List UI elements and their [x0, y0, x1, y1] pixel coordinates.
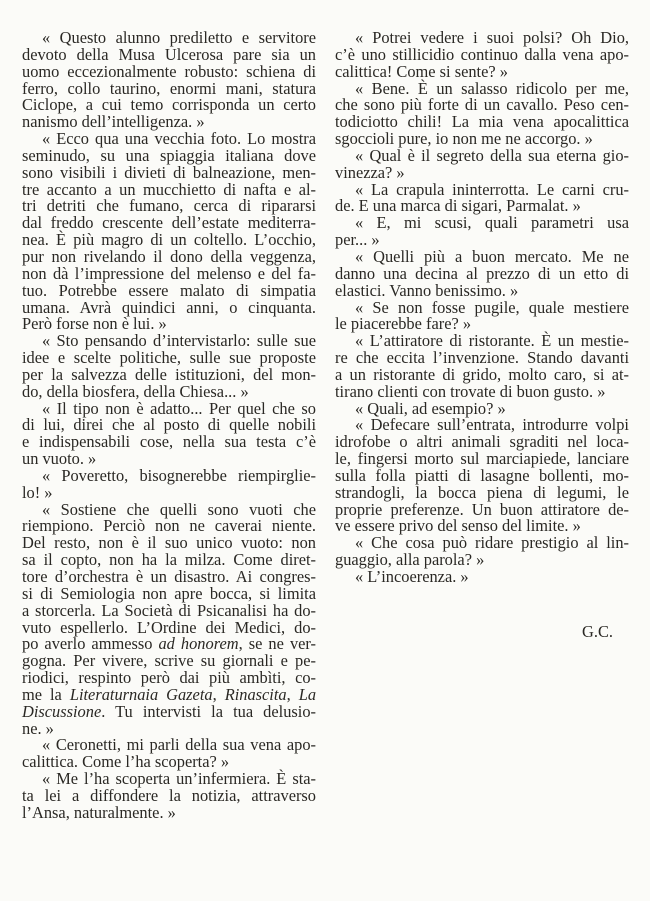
text-line: tirano clienti con trovate di buon gusto. »	[335, 381, 606, 401]
text-line: « Quali, ad esempio? »	[355, 398, 506, 418]
paragraph	[22, 333, 316, 400]
author-signature: G.C.	[582, 622, 613, 641]
text-line	[22, 701, 316, 721]
text-line: sa il copto, non ha la milza. Come diret-	[22, 550, 316, 570]
text-line: ve essere privo del senso del limite. »	[335, 516, 581, 536]
text-line: Però forse non è lui. »	[22, 314, 167, 334]
paragraph	[22, 771, 316, 822]
text-line: « Ceronetti, mi parli della sua vena apo-	[42, 735, 316, 755]
italic-text: ad honorem	[158, 634, 239, 654]
paragraph	[335, 297, 629, 334]
paragraph	[335, 30, 629, 81]
text-line: riempiono. Perciò non ne caverai niente.	[22, 516, 316, 536]
italic-text: Rinascita	[224, 684, 287, 704]
paragraph	[335, 333, 629, 400]
text-run: ,	[286, 684, 299, 704]
italic-text: Discussione	[22, 701, 102, 721]
paragraph	[335, 78, 629, 149]
italic-text: La	[298, 684, 317, 704]
text-line: « Ecco qua una vecchia foto. Lo mostra	[42, 129, 316, 149]
text-line: idrofobe o altri animali sgraditi nel loca-	[335, 432, 629, 452]
text-line: per la salvezza delle istituzioni, del mon-	[22, 364, 316, 384]
text-line: per... »	[335, 230, 380, 250]
text-line: do, della biosfera, della Chiesa... »	[22, 381, 249, 401]
text-line: tre accanto a un mucchietto di nafta e al-	[22, 179, 316, 199]
text-line: pur non rivelando il dono della veggenza,	[22, 246, 316, 266]
text-line: « Me l’ha scoperta un’infermiera. È sta-	[42, 769, 316, 789]
text-line: « Bene. È un salasso ridicolo per me,	[355, 78, 629, 98]
paragraph	[22, 499, 317, 738]
text-line: todiciotto chili! La mia vena apocalittica	[335, 112, 629, 132]
text-line: un vuoto. »	[22, 449, 97, 469]
text-line: strandogli, la bocca piena di legumi, le	[335, 482, 629, 502]
text-line: « Se non fosse pugile, quale mestiere	[355, 297, 629, 317]
text-line: a storcerla. La Società di Psicanalisi ha do-	[22, 600, 316, 620]
paragraph	[335, 246, 629, 300]
text-line: sono visibili i divieti di balneazione, men-	[22, 162, 316, 182]
paragraph	[335, 535, 629, 569]
paragraph	[22, 465, 316, 502]
text-line: che sono più forte di un cavallo. Peso cen-	[335, 95, 629, 115]
text-line: sgoccioli pure, io non me ne accorgo. »	[335, 129, 593, 149]
text-line: nanismo dell’intelligenza. »	[22, 112, 205, 132]
text-line: « L’attiratore di ristorante. È un mestie-	[355, 331, 629, 351]
text-line: idee e scelte politiche, sulle sue proposte	[22, 348, 316, 368]
text-line: calittica. Come l’ha scoperta? »	[22, 752, 230, 772]
text-line: de. E una marca di sigari, Parmalat. »	[335, 196, 581, 216]
text-line: calittica! Come si sente? »	[335, 61, 508, 81]
text-line: e indispensabili cose, nella sua testa c’è	[22, 432, 316, 452]
text-line: vuto espellerlo. L’Ordine dei Medici, do-	[22, 617, 316, 637]
text-line: re che eccita l’invenzione. Stando davanti	[335, 348, 629, 368]
text-run: ,	[212, 684, 225, 704]
text-line: « Che cosa può ridare prestigio al lin-	[355, 533, 629, 553]
text-line: « L’incoerenza. »	[355, 567, 469, 586]
text-line: di lui, direi che al posto di quelle nobili	[22, 415, 316, 435]
text-line: riodici, respinto però dai più ambìti, co-	[22, 668, 316, 688]
text-line: devoto della Musa Ulcerosa pare sia un	[22, 44, 316, 64]
text-run: po averlo ammesso	[22, 634, 159, 654]
text-line: uomo eccezionalmente robusto: schiena di	[22, 61, 316, 81]
text-line: Ciclope, a cui temo corrisponda un certo	[22, 95, 316, 115]
text-line: c’è uno stillicidio continuo dalla vena apo-	[335, 44, 629, 64]
text-line: ta lei a diffondere la notizia, attraverso	[22, 785, 316, 805]
right-column	[335, 30, 629, 586]
text-line: l’Ansa, naturalmente. »	[22, 802, 176, 822]
text-line: tuo. Potrebbe essere malato di simpatia	[22, 280, 316, 300]
text-line: si di Semiologia non apre bocca, si limita	[22, 583, 316, 603]
text-line: ferro, collo taurino, enormi mani, statura	[22, 78, 316, 98]
paragraph	[335, 215, 629, 249]
paragraph	[22, 398, 316, 469]
text-run: , se ne ver-	[238, 634, 317, 654]
text-line: « Potrei vedere i suoi polsi? Oh Dio,	[355, 28, 629, 47]
text-run: me la	[22, 684, 70, 704]
text-line: tore d’orchestra è un disastro. Ai congres-	[22, 567, 316, 586]
text-line: le piacerebbe fare? »	[335, 314, 472, 334]
text-line: proprie preferenze. Un buon attiratore de-	[335, 499, 629, 519]
text-line: vinezza? »	[335, 162, 405, 182]
text-line: tri detriti che fumano, cerca di ripararsi	[22, 196, 316, 216]
text-line: umana. Avrà quindici anni, o cinquanta.	[22, 297, 316, 317]
text-line: « Poveretto, bisognerebbe riempirglie-	[42, 465, 316, 485]
text-line: Del resto, non è il suo unico vuoto: non	[22, 533, 316, 553]
paragraph	[22, 30, 316, 131]
paragraph	[335, 417, 629, 535]
paragraph	[335, 145, 629, 182]
text-line: non dà l’impressione del melenso e del fa-	[22, 263, 316, 283]
italic-text: Literaturnaia Gazeta	[69, 684, 213, 704]
text-line: nea. È più magro di un coltello. L’occhio,	[22, 230, 316, 250]
text-line: elastici. Vanno benissimo. »	[335, 280, 519, 300]
paragraph	[335, 569, 629, 586]
text-line: ne. »	[22, 718, 54, 738]
text-line: « La crapula ininterrotta. Le carni cru-	[355, 179, 629, 199]
text-line: guaggio, alla parola? »	[335, 550, 485, 570]
paragraph	[22, 131, 316, 333]
text-line: sulla folla piatti di lasagne bollenti, mo-	[335, 465, 629, 485]
text-line: gogna. Per vivere, scrive su giornali e pe-	[22, 651, 316, 671]
text-line: « Questo alunno prediletto e servitore	[42, 28, 316, 47]
text-line: « Qual è il segreto della sua eterna gio-	[355, 145, 629, 165]
text-line: « Quelli più a buon mercato. Me ne	[355, 246, 629, 266]
paragraph	[22, 737, 316, 771]
text-line: « Il tipo non è adatto... Per quel che so	[42, 398, 316, 418]
text-run: . Tu intervisti la tua delusio-	[101, 701, 316, 721]
text-line: a un ristorante di grido, molto caro, si at-	[335, 364, 629, 384]
paragraph	[335, 179, 629, 216]
left-column	[22, 30, 316, 822]
text-line: le, fingersi morto sul marciapiede, lanciare	[335, 449, 629, 469]
text-line: lo! »	[22, 482, 53, 502]
text-line: seminudo, su una spiaggia italiana dove	[22, 145, 316, 165]
text-line: « E, mi scusi, quali parametri usa	[355, 213, 629, 233]
text-line: dal freddo crescente dell’estate mediterra-	[22, 213, 316, 233]
text-line: « Sostiene che quelli sono vuoti che	[42, 499, 316, 519]
text-line: « Defecare sull’entrata, introdurre volpi	[355, 415, 629, 435]
text-line: danno una decina al prezzo di un etto di	[335, 263, 629, 283]
text-line: « Sto pensando d’intervistarlo: sulle sue	[42, 331, 316, 351]
